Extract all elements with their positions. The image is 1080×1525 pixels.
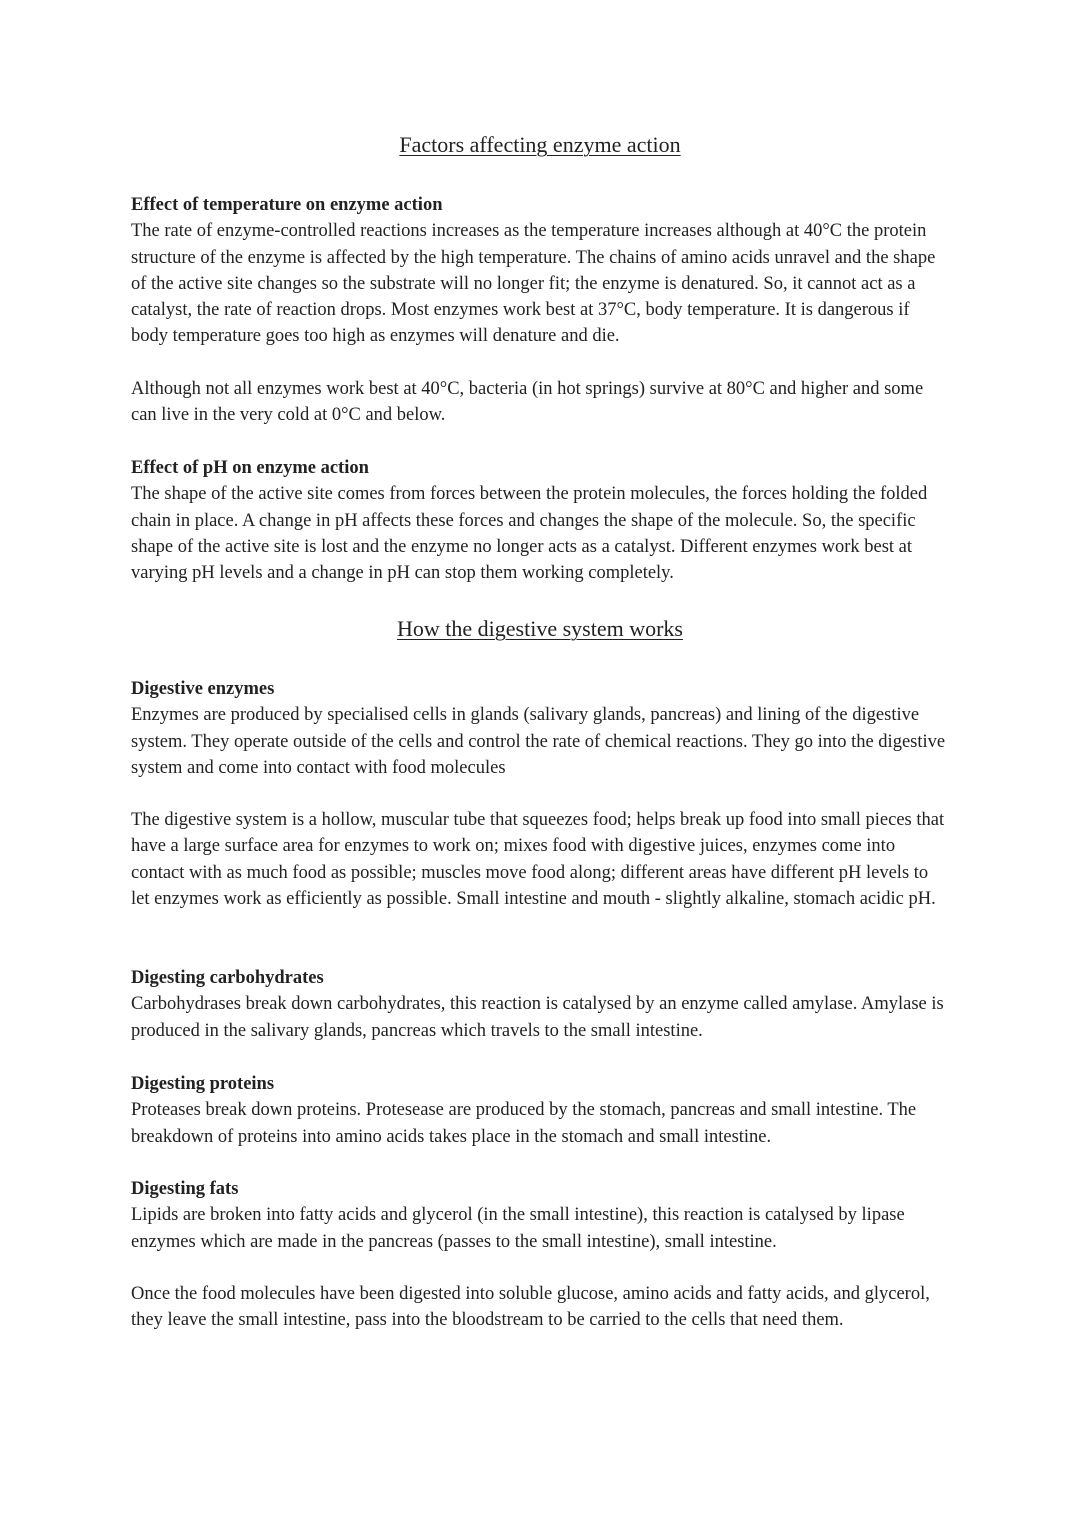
section-body-proteins: Proteases break down proteins. Protesease are produced by the stomach, pancreas and small intestine. The breakdown of proteins into amino acids takes place in the stomach and small intestine. xyxy=(131,1100,917,1147)
section-fats xyxy=(131,1176,951,1255)
section-body-digestive-enzymes: Enzymes are produced by specialised cells in glands (salivary glands, pancreas) and lining of the digestive system. They operate outside of the cells and control the rate of chemical reactions. They go into the digestive system and come into contact with food molecules xyxy=(131,705,946,778)
page-title-digestive: How the digestive system works xyxy=(397,616,683,641)
section-digestive-system xyxy=(131,807,951,912)
section-heading-fats: Digesting fats xyxy=(131,1179,239,1199)
section-digestive-enzymes xyxy=(131,676,951,781)
section-heading-ph: Effect of pH on enzyme action xyxy=(131,458,369,478)
section-body-carbohydrates: Carbohydrases break down carbohydrates, this reaction is catalysed by an enzyme called amylase. Amylase is produced in the salivary glands, pancreas which travels to the small intestine. xyxy=(131,994,944,1041)
section-body-ph: The shape of the active site comes from forces between the protein molecules, the forces holding the folded chain in place. A change in pH affects these forces and changes the shape of the molecule. So, the specific shape of the active site is lost and the enzyme no longer acts as a catalyst. Different enzymes work best at varying pH levels and a change in pH can stop them working completely. xyxy=(131,484,928,584)
section-absorption xyxy=(131,1281,951,1334)
section-heading-temperature: Effect of temperature on enzyme action xyxy=(131,195,443,215)
section-proteins xyxy=(131,1071,951,1150)
section-body-absorption: Once the food molecules have been digested into soluble glucose, amino acids and fatty acids, and glycerol, they leave the small intestine, pass into the bloodstream to be carried to the cells that need them. xyxy=(131,1284,930,1331)
section-carbohydrates xyxy=(131,965,951,1044)
section-body-temperature: The rate of enzyme-controlled reactions increases as the temperature increases although at 40°C the protein structure of the enzyme is affected by the high temperature. The chains of amino acids unravel and the shape of the active site changes so the substrate will no longer fit; the enzyme is denatured. So, it cannot act as a catalyst, the rate of reaction drops. Most enzymes work best at 37°C, body temperature. It is dangerous if body temperature goes too high as enzymes will denature and die. xyxy=(131,221,936,347)
section-body-temperature-note: Although not all enzymes work best at 40°C, bacteria (in hot springs) survive at 80°C and higher and some can live in the very cold at 0°C and below. xyxy=(131,379,924,426)
section-heading-carbohydrates: Digesting carbohydrates xyxy=(131,968,324,988)
section-ph xyxy=(131,455,951,586)
section-temperature-note xyxy=(131,376,951,429)
section-heading-proteins: Digesting proteins xyxy=(131,1074,275,1094)
section-temperature xyxy=(131,192,951,350)
section-body-fats: Lipids are broken into fatty acids and glycerol (in the small intestine), this reaction is catalysed by lipase enzymes which are made in the pancreas (passes to the small intestine), small intestine. xyxy=(131,1205,905,1252)
page-title-factors: Factors affecting enzyme action xyxy=(399,132,681,157)
section-heading-digestive-enzymes: Digestive enzymes xyxy=(131,679,275,699)
section-body-digestive-system: The digestive system is a hollow, muscular tube that squeezes food; helps break up food into small pieces that have a large surface area for enzymes to work on; mixes food with digestive juices, enzymes come into contact with as much food as possible; muscles move food along; different areas have different pH levels to let enzymes work as efficiently as possible. Small intestine and mouth - slightly alkaline, stomach acidic pH. xyxy=(131,810,945,909)
